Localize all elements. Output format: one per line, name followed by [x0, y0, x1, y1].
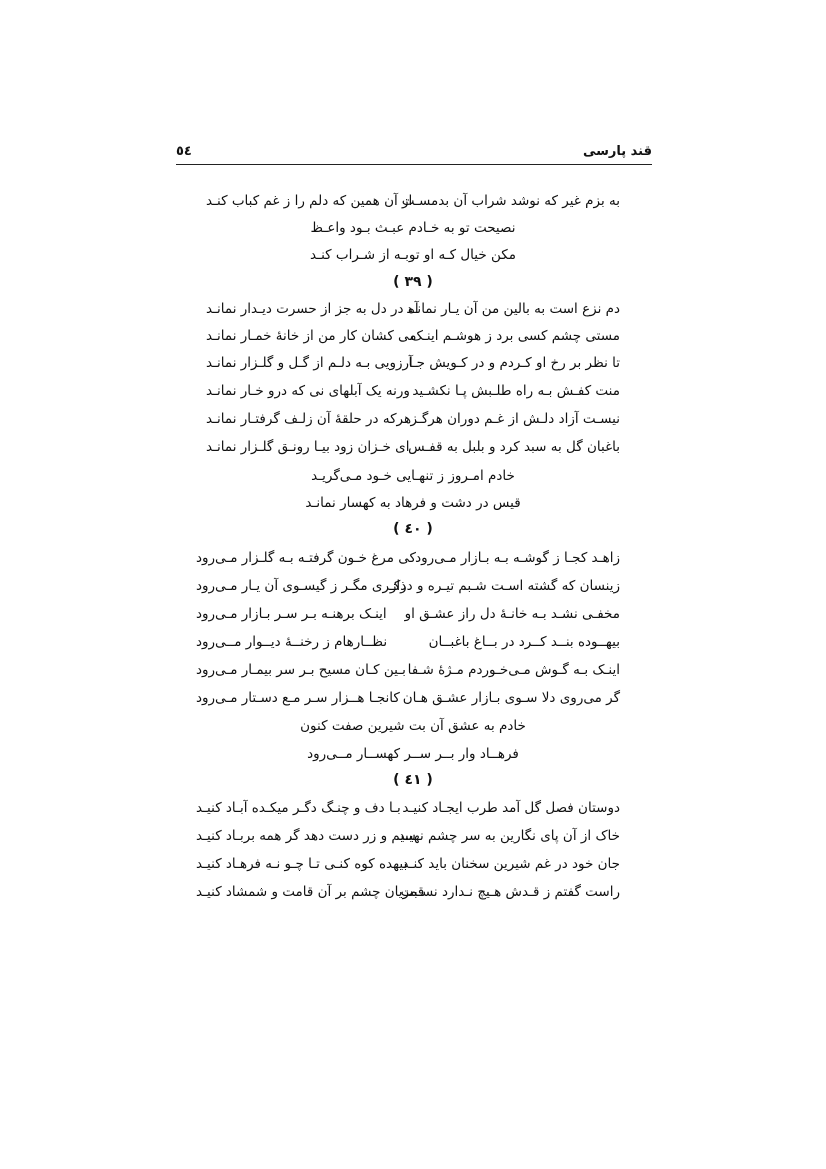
book-title: قند پارسی	[582, 144, 652, 159]
hemistich-second: ورنه یک آبلهای نی که درو خـار نمانـد	[206, 383, 410, 399]
poem-number: ( ٣٩ )	[393, 274, 433, 290]
closing-line: فرهــاد وار بــر ســر کهســار مــی‌رود	[307, 746, 519, 762]
running-header	[176, 144, 652, 165]
hemistich-first: زینسان که گشته اسـت شـبم تیـره و دراز	[389, 578, 620, 594]
hemistich-first: زاهـد کجـا ز گوشـه بـه بـازار مـی‌رود	[415, 550, 620, 566]
poem-number: ( ٤٠ )	[393, 521, 433, 537]
hemistich-second: کانجـا هــزار سـر مـع دسـتار مـی‌رود	[196, 690, 400, 706]
closing-line: مکن خیال کـه او توبـه از شـراب کنـد	[310, 247, 516, 263]
closing-line: قیس در دشت و فرهاد به کهسار نمانـد	[305, 495, 521, 511]
hemistich-first: اینـک بـه گـوش مـی‌خـوردم مـژهٔ شـفا	[407, 662, 620, 678]
hemistich-first: مستی چشم کسی برد ز هوشـم اینـک	[410, 328, 620, 344]
hemistich-second: بـا دف و چنـگ دگـر میکـده آبـاد کنیـد	[196, 800, 401, 816]
hemistich-first: به بزم غیر که نوشد شراب آن بدمسـت	[401, 193, 620, 209]
hemistich-first: تا نظر بر رخ او کـردم و در کـویش جـا	[408, 355, 620, 371]
hemistich-first: خاک از آن پای نگارین به سر چشم نهیـد	[398, 828, 620, 844]
hemistich-first: راست گفتم ز قـدش هـیچ نـدارد نسـبت	[400, 884, 620, 900]
hemistich-first: دوستان فصل گل آمد طرب ایجـاد کنیـد	[402, 800, 620, 816]
hemistich-first: منت کفـش بـه راه طلـبش پـا نکشـید	[412, 383, 620, 399]
closing-line: خادم امـروز ز تنهـایی خـود مـی‌گریـد	[311, 468, 515, 484]
hemistich-second: سیم و زر دست دهد گر همه بربـاد کنیـد	[196, 828, 416, 844]
closing-line: نصیحت تو به خـادم عبـث بـود واعـظ	[310, 220, 516, 236]
hemistich-second: بیهده کوه کنـی تـا چـو نـه فرهـاد کنیـد	[196, 856, 408, 872]
hemistich-first: گر می‌روی دلا سـوی بـازار عشـق هـان	[402, 690, 620, 706]
hemistich-first: مخفـی نشـد بـه خانـهٔ دل راز عشـق او	[404, 606, 620, 622]
hemistich-second: آرزویی بـه دلـم از گـل و گلـزار نمانـد	[206, 355, 413, 371]
hemistich-first: دم نزع است به بالین من آن یـار نمانـد	[406, 301, 620, 317]
hemistich-second: آه در دل به جز از حسرت دیـدار نمانـد	[206, 301, 419, 317]
closing-line: خادم به عشق آن بت شیرین صفت کنون	[300, 718, 526, 734]
hemistich-first: بیهــوده بنــد کــرد در بــاغ باغبــان	[428, 634, 620, 650]
hemistich-second: کی مرغ خـون گرفتـه بـه گلـزار مـی‌رود	[196, 550, 416, 566]
hemistich-first: باغبان گل به سبد کرد و بلبل به قفـس	[408, 439, 620, 455]
hemistich-second: اینـک برهنـه بـر سـر بـازار مـی‌رود	[196, 606, 387, 622]
hemistich-second: می کشان کار من از خانهٔ خمـار نمانـد	[206, 328, 417, 344]
hemistich-second: از آن همین که دلم را ز غم کباب کنـد	[206, 193, 413, 209]
hemistich-second: نظــارهام ز رخنــهٔ دیــوار مــی‌رود	[196, 634, 388, 650]
poem-number: ( ٤١ )	[393, 772, 433, 788]
hemistich-first: جان خود در غم شیرین سخنان باید کنـد	[402, 856, 620, 872]
hemistich-second: قمریان چشم بر آن قامت و شمشاد کنیـد	[196, 884, 425, 900]
page-number: ٥٤	[176, 144, 192, 159]
hemistich-second: بـین کـان مسیح بـر سر بیمـار مـی‌رود	[196, 662, 406, 678]
hemistich-second: هرکه در حلقهٔ آن زلـف گرفتـار نمانـد	[206, 411, 412, 427]
hemistich-first: نیسـت آزاد دلـش از غـم دوران هرگـز	[410, 411, 620, 427]
hemistich-second: ای خـزان زود بیـا رونـق گلـزار نمانـد	[206, 439, 410, 455]
hemistich-second: ذکـری مگـر ز گیسـوی آن یـار مـی‌رود	[196, 578, 407, 594]
